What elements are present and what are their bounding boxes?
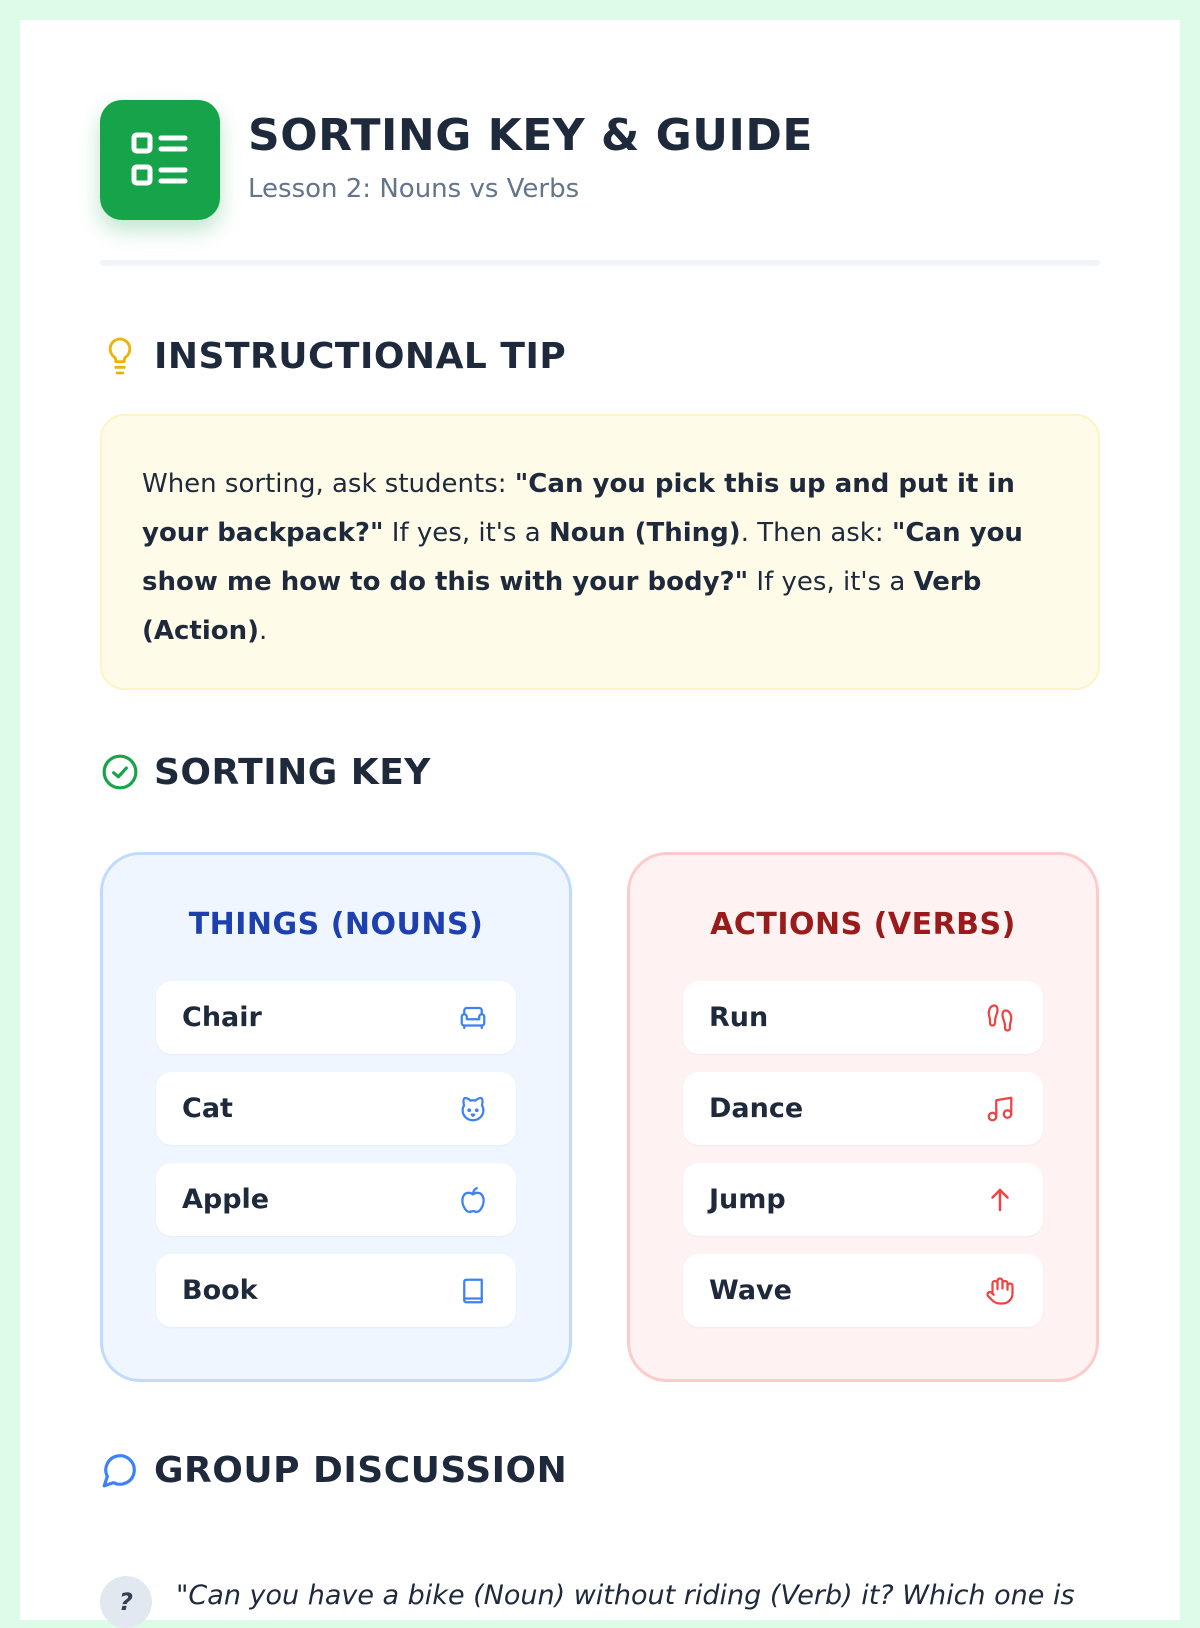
verb-item-wave[interactable] <box>683 1254 1043 1327</box>
cat-icon <box>456 1092 490 1126</box>
book-icon <box>456 1274 490 1308</box>
noun-item-apple[interactable] <box>156 1163 516 1236</box>
header-divider <box>100 260 1100 266</box>
tip-question-pickup: "Can you pick this up and put it in your backpack?" <box>142 469 1015 548</box>
worksheet-card <box>20 20 1180 1620</box>
speech-bubble-icon <box>100 1450 140 1490</box>
page-subtitle: Lesson 2: Nouns vs Verbs <box>248 174 580 204</box>
armchair-icon <box>456 1001 490 1035</box>
noun-item-cat[interactable] <box>156 1072 516 1145</box>
item-label: Wave <box>709 1275 792 1306</box>
question-badge: ? <box>100 1576 152 1628</box>
tip-question-body: "Can you show me how to do this with your body?" <box>142 518 1023 597</box>
tip-box <box>100 414 1100 690</box>
item-label: Dance <box>709 1093 804 1124</box>
item-label: Chair <box>182 1002 262 1033</box>
discussion-heading: GROUP DISCUSSION <box>154 1449 568 1491</box>
verbs-column-title: ACTIONS (VERBS) <box>710 907 1016 942</box>
item-label: Book <box>182 1275 258 1306</box>
lightbulb-icon <box>100 336 140 376</box>
section-heading-tip <box>100 332 566 380</box>
apple-icon <box>456 1183 490 1217</box>
tip-text: . Then ask: <box>740 518 892 548</box>
arrow-up-icon <box>983 1183 1017 1217</box>
page-title: SORTING KEY & GUIDE <box>248 110 813 161</box>
tip-text: When sorting, ask students: <box>142 469 515 499</box>
check-circle-icon <box>100 752 140 792</box>
list-checklist-icon <box>100 100 220 220</box>
tip-noun-term: Noun (Thing) <box>548 518 741 548</box>
tip-text: . <box>259 616 268 646</box>
item-label: Run <box>709 1002 769 1033</box>
sorting-heading: SORTING KEY <box>154 751 431 793</box>
section-heading-sorting <box>100 748 431 796</box>
verb-item-dance[interactable] <box>683 1072 1043 1145</box>
verbs-column <box>627 852 1099 1382</box>
noun-item-book[interactable] <box>156 1254 516 1327</box>
tip-text: If yes, it's a <box>748 567 914 597</box>
page-header <box>100 100 1100 220</box>
question-text: "Can you have a bike (Noun) without riding (Verb) it? Which one is <box>176 1580 1075 1611</box>
item-label: Jump <box>709 1184 786 1215</box>
verb-item-run[interactable] <box>683 981 1043 1054</box>
discussion-question <box>100 1568 1100 1628</box>
section-heading-discussion <box>100 1446 567 1494</box>
item-label: Cat <box>182 1093 233 1124</box>
verb-item-jump[interactable] <box>683 1163 1043 1236</box>
hand-icon <box>983 1274 1017 1308</box>
footprints-icon <box>983 1001 1017 1035</box>
nouns-column <box>100 852 572 1382</box>
tip-text: If yes, it's a <box>383 518 549 548</box>
nouns-column-title: THINGS (NOUNS) <box>188 907 484 942</box>
noun-item-chair[interactable] <box>156 981 516 1054</box>
music-note-icon <box>983 1092 1017 1126</box>
item-label: Apple <box>182 1184 270 1215</box>
tip-heading: INSTRUCTIONAL TIP <box>154 335 567 377</box>
tip-verb-term: Verb (Action) <box>142 567 982 646</box>
